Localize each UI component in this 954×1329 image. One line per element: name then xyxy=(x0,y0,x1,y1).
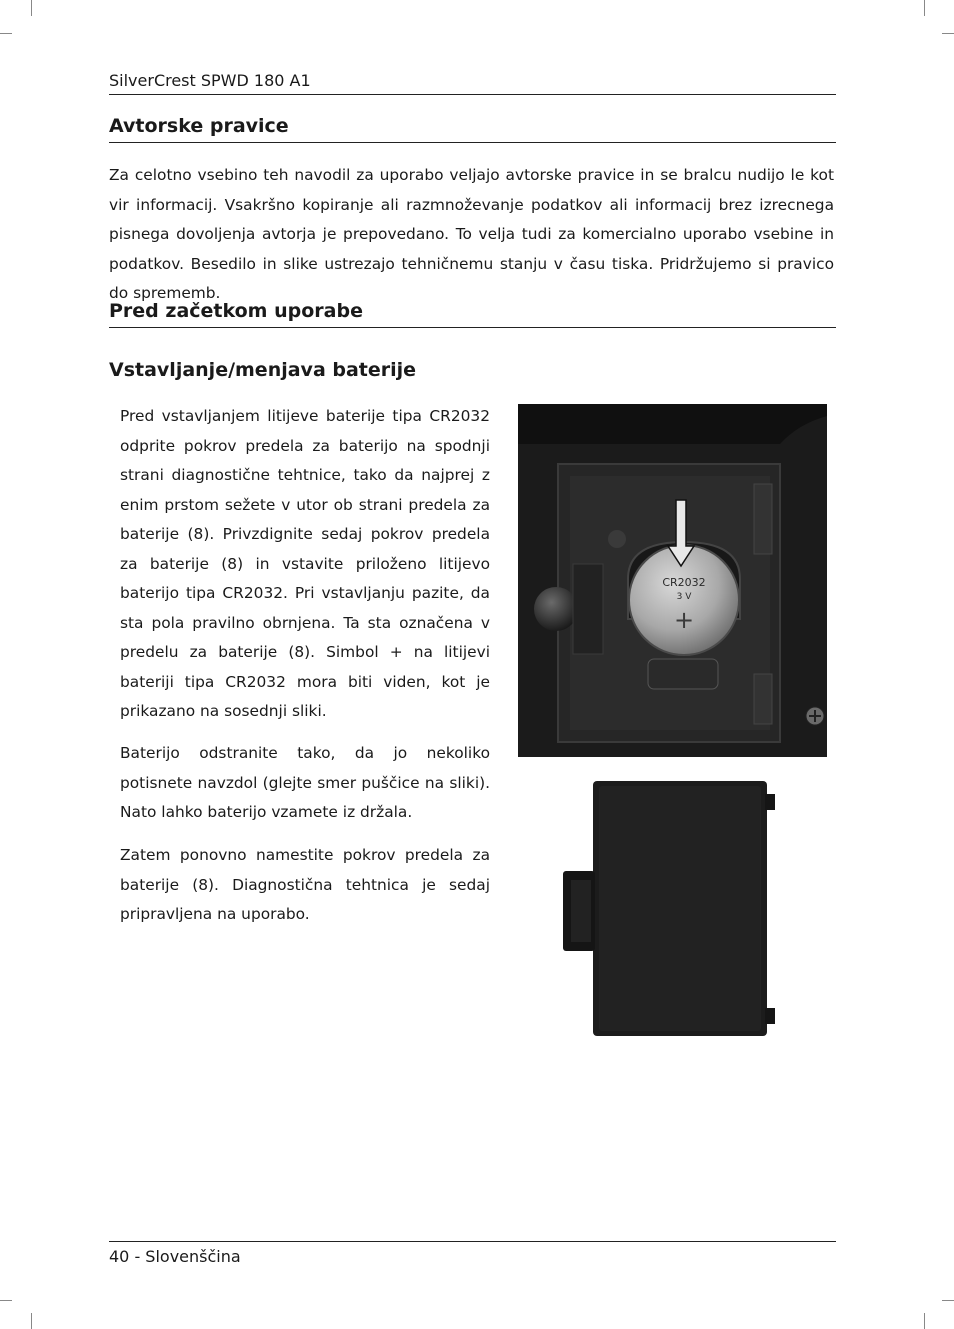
crop-mark xyxy=(31,1313,32,1329)
running-header: SilverCrest SPWD 180 A1 xyxy=(109,70,836,95)
battery-model-label: CR2032 xyxy=(662,576,706,589)
crop-mark xyxy=(942,33,954,34)
battery-voltage-label: 3 V xyxy=(676,592,692,602)
copyright-heading: Avtorske pravice xyxy=(109,113,836,143)
crop-mark xyxy=(0,1300,12,1301)
copyright-body: Za celotno vsebino teh navodil za uporabo veljajo avtorske pravice in se bralcu nudijo le kot vir informacij. Vsakršno kopiranje ali razmnoževanje podatkov ali informacij brez izrecnega pisnega dovoljenja avtorja je prepovedano. To velja tudi za komercialno uporabo vsebine in podatkov. Besedilo in slike ustrezajo tehničnemu stanju v času tiska. Pridržujemo si pravico do sprememb. xyxy=(109,166,834,302)
battery-heading: Vstavljanje/menjava baterije xyxy=(109,359,417,381)
crop-mark xyxy=(942,1300,954,1301)
before-use-heading: Pred začetkom uporabe xyxy=(109,298,836,328)
battery-plus-symbol: + xyxy=(673,606,695,634)
battery-cover-photo xyxy=(561,780,778,1038)
battery-paragraph-2: Baterijo odstranite tako, da jo nekoliko potisnete navzdol (glejte smer puščice na sliki). Nato lahko baterijo vzamete iz držala. xyxy=(120,744,490,821)
battery-paragraph-1: Pred vstavljanjem litijeve baterije tipa CR2032 odprite pokrov predela za baterijo na spodnji strani diagnostične tehtnice, tako da najprej z enim prstom sežete v utor ob strani predela za baterije (8). Privzdignite sedaj pokrov predela za baterije (8) in vstavite priloženo litijevo baterijo tipa CR2032. Pri vstavljanju pazite, da sta pola pravilno obrnjena. Ta sta označena v predelu za baterije (8). Simbol + na litijevi bateriji tipa CR2032 mora biti viden, kot je prikazano na sosednji sliki. xyxy=(120,407,490,720)
battery-paragraph-3: Zatem ponovno namestite pokrov predela za baterije (8). Diagnostična tehtnica je sedaj pripravljena na uporabo. xyxy=(120,846,490,923)
battery-compartment-photo xyxy=(518,404,827,757)
crop-mark xyxy=(31,0,32,16)
page-footer: 40 - Slovenščina xyxy=(109,1241,836,1268)
crop-mark xyxy=(924,1313,925,1329)
crop-mark xyxy=(0,33,12,34)
crop-mark xyxy=(924,0,925,16)
